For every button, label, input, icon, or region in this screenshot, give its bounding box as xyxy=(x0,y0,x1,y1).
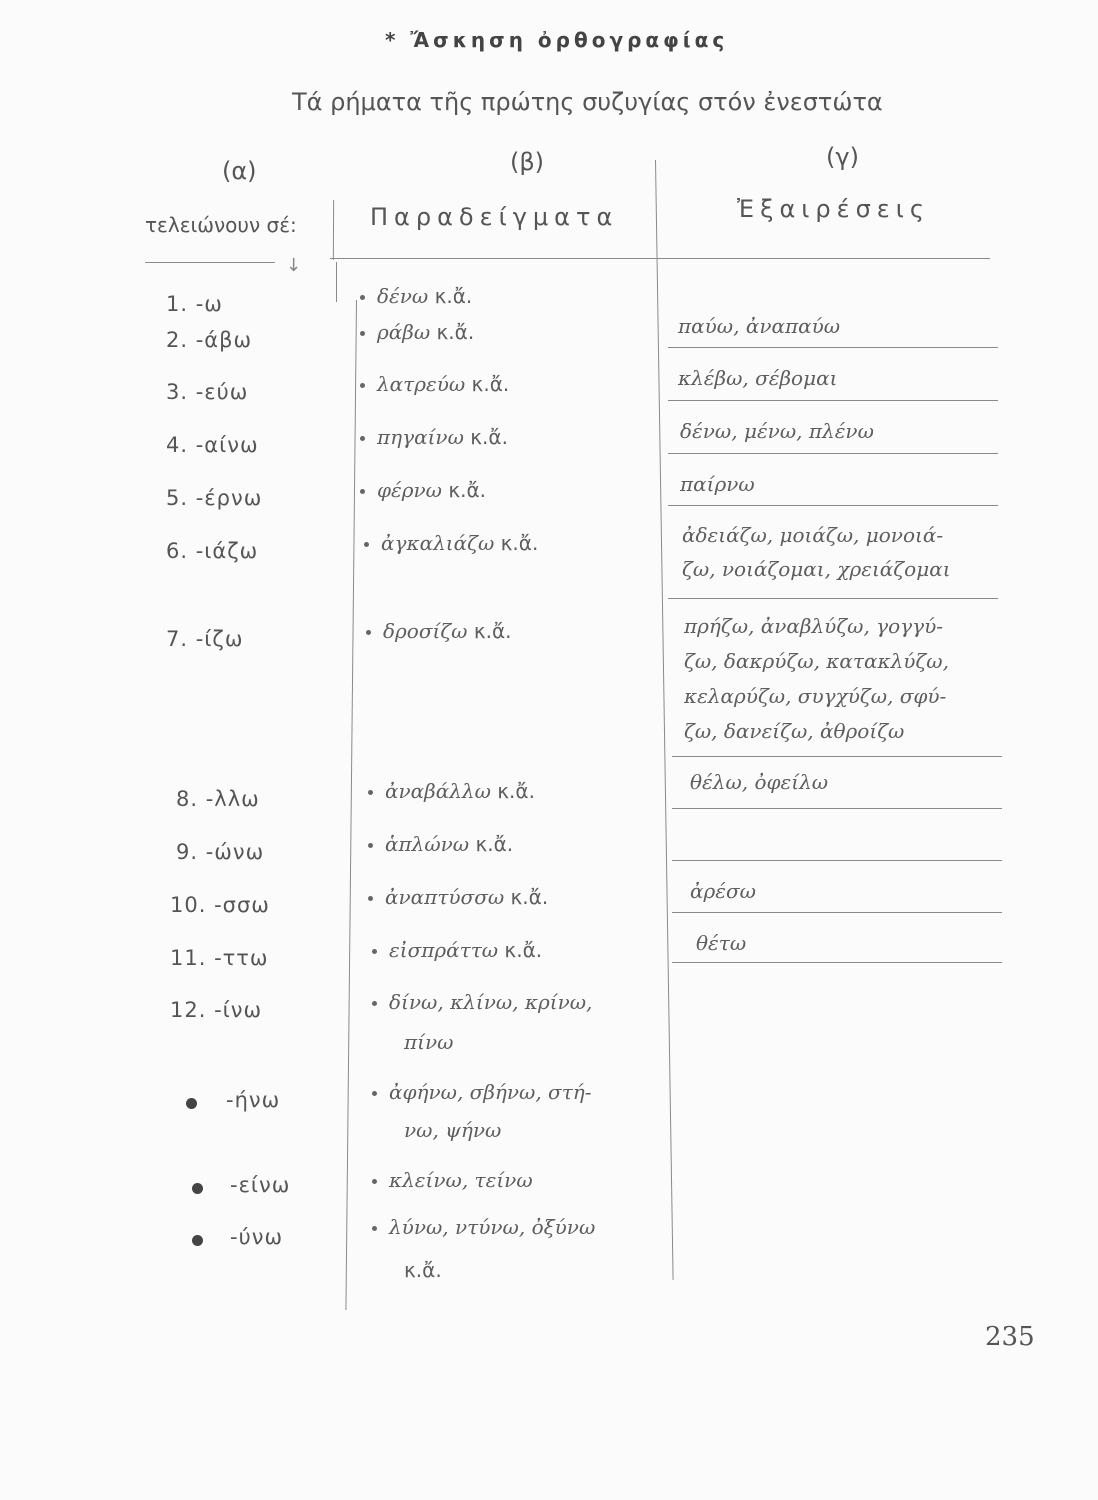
example-12-cont: πίνω xyxy=(404,1030,454,1054)
exc-rule xyxy=(668,505,998,506)
column-divider-header-1 xyxy=(333,200,334,260)
bullet-icon xyxy=(192,1235,203,1246)
exception-3: κλέβω, σέβομαι xyxy=(678,366,838,390)
exception-2: παύω, ἀναπαύω xyxy=(678,314,841,338)
exception-10: ἀρέσω xyxy=(690,879,756,903)
bullet-icon xyxy=(368,843,373,848)
column-a-letter: (α) xyxy=(222,157,257,185)
exception-8: θέλω, ὀφείλω xyxy=(690,770,829,794)
header-rule-right xyxy=(330,258,990,259)
down-arrow-icon: ↓ xyxy=(286,255,302,276)
bullet-icon xyxy=(368,896,373,901)
header-rule-left xyxy=(145,262,275,263)
bullet-icon xyxy=(372,1226,377,1231)
column-divider-top-1 xyxy=(336,262,337,302)
exc-rule xyxy=(672,912,1002,913)
example-15: λύνω, ντύνω, ὀξύνω xyxy=(372,1215,595,1239)
exception-7-cont-3: ζω, δανείζω, ἀθροίζω xyxy=(684,719,905,743)
exception-6: ἀδειάζω, μοιάζω, μονοιά- xyxy=(682,523,944,547)
exc-rule xyxy=(668,400,998,401)
bullet-icon xyxy=(360,489,365,494)
table-subtitle: Τά ρήματα τῆς πρώτης συζυγίας στόν ἐνεστώτα xyxy=(292,88,883,116)
suffix-6: 6. -ιάζω xyxy=(166,539,259,563)
example-2: ράβω κ.ἄ. xyxy=(360,320,474,344)
suffix-2: 2. -άβω xyxy=(166,328,253,352)
example-12: δίνω, κλίνω, κρίνω, xyxy=(372,990,592,1014)
suffix-4: 4. -αίνω xyxy=(166,433,259,457)
example-7: δροσίζω κ.ἄ. xyxy=(366,619,512,643)
exception-7-cont-2: κελαρύζω, συγχύζω, σφύ- xyxy=(684,684,947,708)
example-14: κλείνω, τείνω xyxy=(372,1168,533,1192)
column-divider-2 xyxy=(655,160,674,1280)
suffix-8: 8. -λλω xyxy=(176,787,260,811)
column-b-heading: Παραδείγματα xyxy=(370,203,619,231)
exc-rule xyxy=(672,756,1002,757)
suffix-1: 1. -ω xyxy=(166,292,223,316)
suffix-13: -ήνω xyxy=(226,1088,281,1112)
bullet-icon xyxy=(372,1001,377,1006)
bullet-icon xyxy=(360,436,365,441)
example-3: λατρεύω κ.ἄ. xyxy=(360,372,509,396)
example-10: ἀναπτύσσω κ.ἄ. xyxy=(368,885,548,909)
suffix-14: -είνω xyxy=(230,1173,291,1197)
bullet-icon xyxy=(366,630,371,635)
exception-4: δένω, μένω, πλένω xyxy=(680,419,874,443)
exercise-heading: * Ἄσκηση ὀρθογραφίας xyxy=(385,28,729,52)
example-11: εἰσπράττω κ.ἄ. xyxy=(372,938,542,962)
exception-7-cont-1: ζω, δακρύζω, κατακλύζω, xyxy=(684,649,949,673)
bullet-icon xyxy=(372,949,377,954)
exception-11: θέτω xyxy=(696,931,747,955)
suffix-11: 11. -ττω xyxy=(170,946,269,970)
column-b-letter: (β) xyxy=(510,148,545,176)
exception-5: παίρνω xyxy=(680,472,755,496)
suffix-12: 12. -ίνω xyxy=(170,998,263,1022)
exc-rule xyxy=(672,808,1002,809)
page-number: 235 xyxy=(985,1322,1035,1352)
exception-7: πρήζω, ἀναβλύζω, γογγύ- xyxy=(684,614,943,638)
bullet-icon xyxy=(360,295,365,300)
suffix-9: 9. -ώνω xyxy=(176,840,265,864)
example-8: ἀναβάλλω κ.ἄ. xyxy=(368,779,535,803)
example-13: ἀφήνω, σβήνω, στή- xyxy=(372,1080,592,1104)
example-6: ἀγκαλιάζω κ.ἄ. xyxy=(364,531,538,555)
column-c-heading: Ἐξαιρέσεις xyxy=(737,195,930,223)
exc-rule xyxy=(672,962,1002,963)
example-1: δένω κ.ἄ. xyxy=(360,284,472,308)
suffix-10: 10. -σσω xyxy=(170,893,270,917)
exception-6-cont: ζω, νοιάζομαι, χρειάζομαι xyxy=(682,557,951,581)
exc-rule xyxy=(672,860,1002,861)
example-4: πηγαίνω κ.ἄ. xyxy=(360,425,508,449)
bullet-icon xyxy=(186,1098,197,1109)
suffix-7: 7. -ίζω xyxy=(166,627,244,651)
suffix-15: -ύνω xyxy=(230,1225,284,1249)
bullet-icon xyxy=(360,383,365,388)
example-13-cont: νω, ψήνω xyxy=(404,1118,502,1142)
column-divider-1 xyxy=(345,300,357,1310)
example-5: φέρνω κ.ἄ. xyxy=(360,478,486,502)
column-a-heading: τελειώνουν σέ: xyxy=(145,213,297,237)
bullet-icon xyxy=(372,1179,377,1184)
bullet-icon xyxy=(368,790,373,795)
column-c-letter: (γ) xyxy=(826,143,859,171)
exc-rule xyxy=(668,347,998,348)
bullet-icon xyxy=(364,542,369,547)
example-9: ἁπλώνω κ.ἄ. xyxy=(368,832,513,856)
exc-rule xyxy=(668,453,998,454)
suffix-5: 5. -έρνω xyxy=(166,486,263,510)
example-15-cont: κ.ἄ. xyxy=(404,1258,442,1282)
bullet-icon xyxy=(372,1091,377,1096)
exc-rule xyxy=(668,598,998,599)
bullet-icon xyxy=(192,1183,203,1194)
bullet-icon xyxy=(360,331,365,336)
suffix-3: 3. -εύω xyxy=(166,380,249,404)
